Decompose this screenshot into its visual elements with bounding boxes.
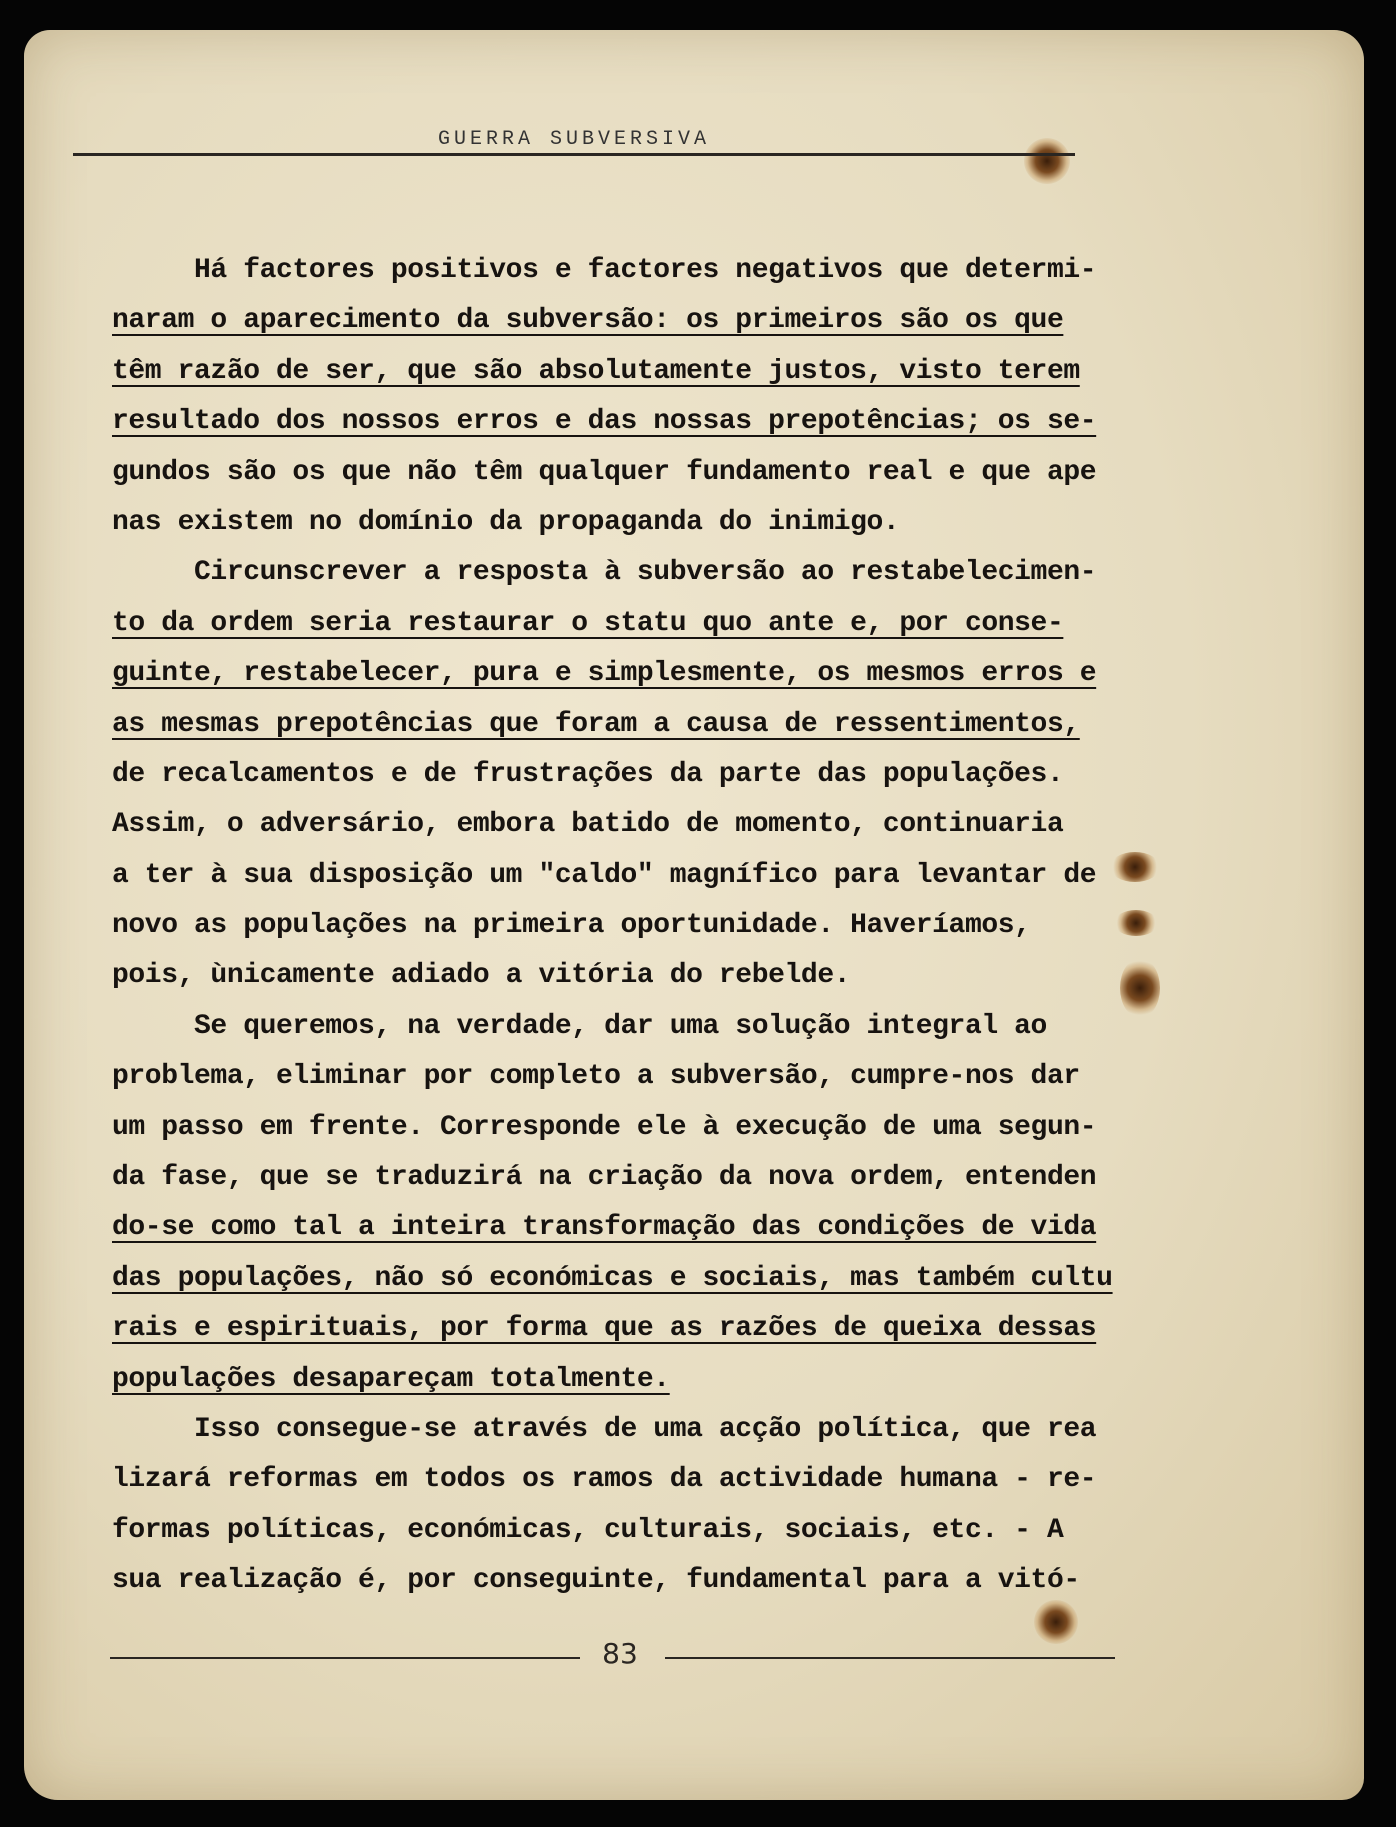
- text-line: um passo em frente. Corresponde ele à execução de uma segun-: [112, 1111, 1097, 1143]
- text-line: da fase, que se traduzirá na criação da nova ordem, entenden: [112, 1162, 1097, 1194]
- text-line: de recalcamentos e de frustrações da parte das populações.: [112, 758, 1064, 790]
- text-line: têm razão de ser, que são absolutamente justos, visto terem: [112, 355, 1080, 387]
- text-line: a ter à sua disposição um "caldo" magnífico para levantar de: [112, 859, 1097, 891]
- text-line: resultado dos nossos erros e das nossas prepotências; os se-: [112, 406, 1097, 438]
- paragraph: [112, 1405, 1122, 1607]
- text-line: do-se como tal a inteira transformação das condições de vida: [112, 1212, 1097, 1244]
- text-line: naram o aparecimento da subversão: os primeiros são os que: [112, 305, 1064, 337]
- footer-rule-right: [665, 1657, 1115, 1659]
- text-line: gundos são os que não têm qualquer fundamento real e que ape: [112, 456, 1097, 488]
- text-line: Circunscrever a resposta à subversão ao restabelecimen-: [112, 557, 1097, 589]
- burn-stain: [1120, 958, 1160, 1018]
- text-line: nas existem no domínio da propaganda do inimigo.: [112, 506, 900, 538]
- text-line: formas políticas, económicas, culturais, sociais, etc. - A: [112, 1514, 1064, 1546]
- text-line: das populações, não só económicas e sociais, mas também cultu: [112, 1262, 1113, 1294]
- paragraph: [112, 548, 1122, 1002]
- text-line: Assim, o adversário, embora batido de momento, continuaria: [112, 809, 1064, 841]
- body-text: [112, 246, 1122, 1607]
- text-line: as mesmas prepotências que foram a causa de ressentimentos,: [112, 708, 1080, 740]
- text-line: Há factores positivos e factores negativos que determi-: [112, 255, 1097, 286]
- header-title: GUERRA SUBVERSIVA: [437, 128, 711, 151]
- text-line: rais e espirituais, por forma que as razões de queixa dessas: [112, 1313, 1097, 1345]
- text-line: lizará reformas em todos os ramos da actividade humana - re-: [112, 1464, 1097, 1496]
- footer-rule-left: [110, 1657, 580, 1659]
- text-line: to da ordem seria restaurar o statu quo ante e, por conse-: [112, 607, 1064, 639]
- text-line: Se queremos, na verdade, dar uma solução integral ao: [112, 1010, 1047, 1042]
- text-line: sua realização é, por conseguinte, fundamental para a vitó-: [112, 1565, 1080, 1597]
- page-number: 83: [602, 1637, 638, 1670]
- burn-stain: [1034, 1600, 1078, 1644]
- text-line: pois, ùnicamente adiado a vitória do rebelde.: [112, 960, 851, 992]
- text-line: populações desapareçam totalmente.: [112, 1363, 670, 1395]
- text-line: Isso consegue-se através de uma acção política, que rea: [112, 1413, 1097, 1445]
- text-line: problema, eliminar por completo a subversão, cumpre-nos dar: [112, 1061, 1080, 1093]
- text-line: novo as populações na primeira oportunidade. Haveríamos,: [112, 910, 1031, 942]
- paragraph: [112, 1002, 1122, 1405]
- page-header: [73, 111, 1075, 156]
- paragraph: [112, 246, 1122, 548]
- text-line: guinte, restabelecer, pura e simplesmente, os mesmos erros e: [112, 658, 1097, 690]
